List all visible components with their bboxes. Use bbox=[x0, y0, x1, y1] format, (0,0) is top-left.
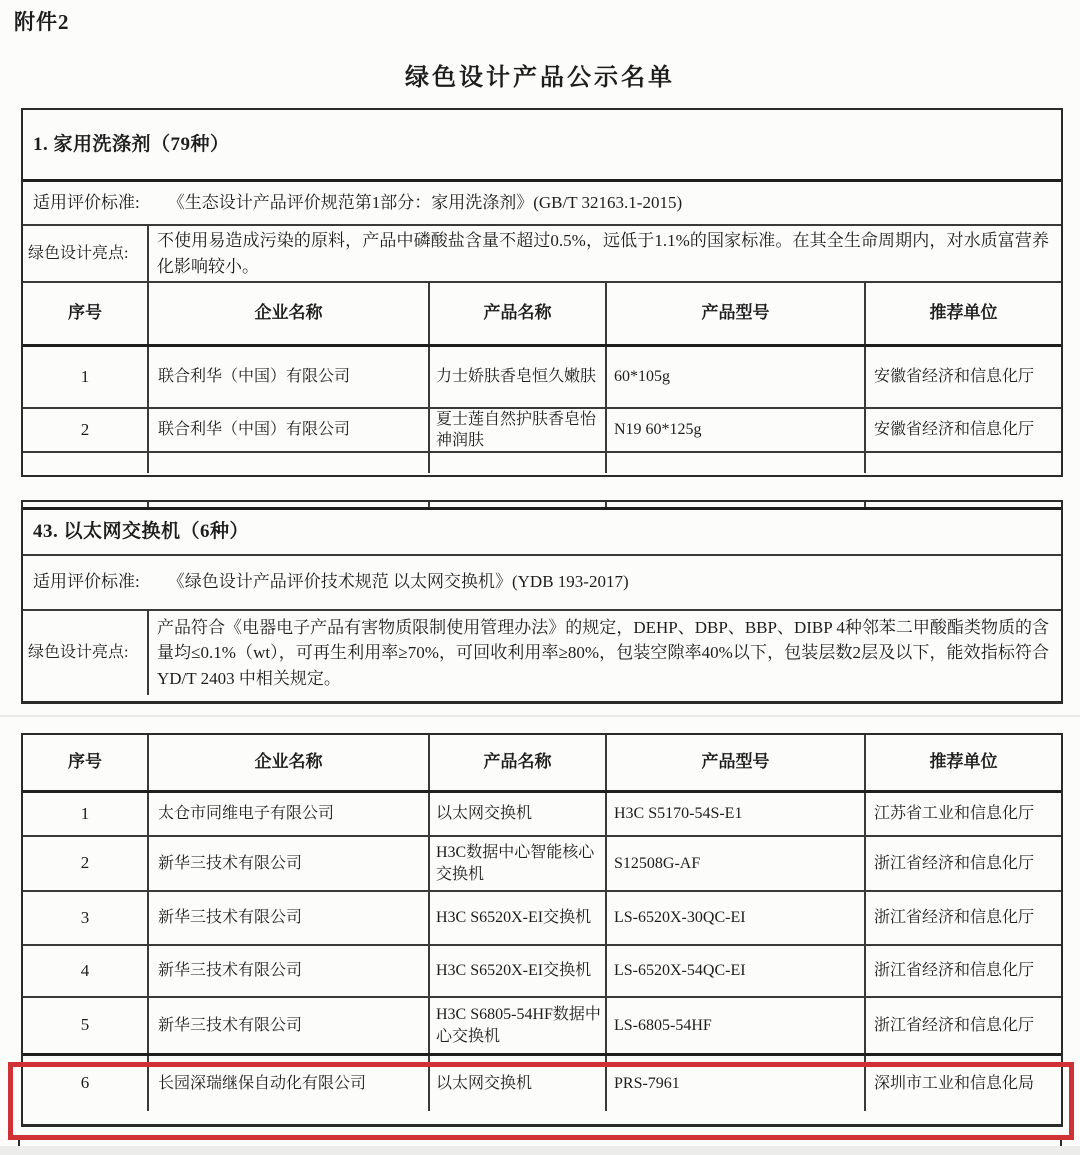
cell-model: LS-6805-54HF bbox=[607, 998, 866, 1053]
cell-recommender: 深圳市工业和信息化局 bbox=[874, 1074, 1035, 1092]
page-title: 绿色设计产品公示名单 bbox=[405, 65, 675, 91]
cell-product: 以太网交换机 bbox=[430, 1056, 607, 1111]
cell-serial: 5 bbox=[23, 998, 149, 1053]
page-seam bbox=[0, 715, 1080, 717]
attachment-label: 附件2 bbox=[14, 10, 70, 34]
cell-product: H3C S6805-54HF数据中心交换机 bbox=[430, 998, 607, 1053]
cell-model: N19 60*125g bbox=[607, 409, 866, 451]
cell-company: 联合利华（中国）有限公司 bbox=[149, 347, 430, 407]
cell-product: 以太网交换机 bbox=[430, 793, 607, 835]
section-heading-row bbox=[23, 510, 1061, 556]
cell-model: LS-6520X-30QC-EI bbox=[607, 892, 866, 944]
cell-recommender: 浙江省经济和信息化厅 bbox=[874, 854, 1035, 872]
cell-model: PRS-7961 bbox=[607, 1056, 866, 1111]
cell-company: 新华三技术有限公司 bbox=[149, 946, 430, 996]
table-row bbox=[23, 409, 1061, 453]
column-header-product: 产品名称 bbox=[430, 735, 607, 790]
table-header-row bbox=[23, 735, 1061, 793]
cell-product: H3C S6520X-EI交换机 bbox=[430, 946, 607, 996]
table-header-row bbox=[23, 283, 1061, 347]
switch-section-table bbox=[21, 500, 1063, 704]
table-row bbox=[23, 837, 1061, 892]
cell-model: S12508G-AF bbox=[607, 837, 866, 890]
highlight-row bbox=[23, 611, 1061, 695]
scan-edge bbox=[0, 1146, 1080, 1155]
column-header-serial: 序号 bbox=[23, 283, 149, 344]
highlight-label: 绿色设计亮点: bbox=[23, 226, 149, 281]
cell-recommender: 安徽省经济和信息化厅 bbox=[874, 368, 1035, 386]
cell-product: 力士娇肤香皂恒久嫩肤 bbox=[430, 347, 607, 407]
standard-label: 适用评价标准: bbox=[33, 572, 140, 592]
cell-company: 太仓市同维电子有限公司 bbox=[149, 793, 430, 835]
column-header-model: 产品型号 bbox=[607, 735, 866, 790]
cell-serial: 6 bbox=[23, 1056, 149, 1111]
standard-row bbox=[23, 182, 1061, 226]
cell-model: H3C S5170-54S-E1 bbox=[607, 793, 866, 835]
column-header-product: 产品名称 bbox=[430, 283, 607, 344]
column-header-recommender: 推荐单位 bbox=[929, 303, 998, 323]
cell-product: H3C数据中心智能核心交换机 bbox=[430, 837, 607, 890]
cell-recommender: 浙江省经济和信息化厅 bbox=[874, 962, 1035, 980]
column-header-company: 企业名称 bbox=[149, 735, 430, 790]
cell-serial: 1 bbox=[23, 347, 149, 407]
cell-serial: 1 bbox=[23, 793, 149, 835]
standard-label: 适用评价标准: bbox=[33, 192, 140, 212]
column-header-serial: 序号 bbox=[23, 735, 149, 790]
section-heading: 43. 以太网交换机（6种） bbox=[33, 521, 250, 543]
cell-recommender: 浙江省经济和信息化厅 bbox=[874, 909, 1035, 927]
detergent-section-table bbox=[21, 108, 1063, 477]
cell-company: 联合利华（中国）有限公司 bbox=[149, 409, 430, 451]
cell-serial: 4 bbox=[23, 946, 149, 996]
table-row bbox=[23, 998, 1061, 1056]
cell-model: 60*105g bbox=[607, 347, 866, 407]
cell-recommender: 江苏省工业和信息化厅 bbox=[874, 805, 1035, 823]
standard-row bbox=[23, 556, 1061, 611]
standard-text: 《绿色设计产品评价技术规范 以太网交换机》(YDB 193-2017) bbox=[167, 572, 629, 592]
table-row bbox=[23, 946, 1061, 998]
highlight-box bbox=[8, 1062, 1074, 1140]
section-heading: 1. 家用洗涤剂（79种） bbox=[33, 133, 230, 155]
cropped-row-sliver bbox=[23, 453, 1061, 473]
cell-company: 新华三技术有限公司 bbox=[149, 998, 430, 1053]
cell-company: 长园深瑞继保自动化有限公司 bbox=[149, 1056, 430, 1111]
cell-product: H3C S6520X-EI交换机 bbox=[430, 892, 607, 944]
highlight-label: 绿色设计亮点: bbox=[23, 611, 149, 695]
cell-product: 夏士莲自然护肤香皂怡神润肤 bbox=[430, 409, 607, 451]
table-row bbox=[23, 793, 1061, 837]
section-heading-row bbox=[23, 110, 1061, 182]
cell-serial: 2 bbox=[23, 409, 149, 451]
highlight-text: 产品符合《电器电子产品有害物质限制使用管理办法》的规定，DEHP、DBP、BBP、DIBP 4种邻苯二甲酸酯类物质的含量均≤0.1%（wt），可再生利用率≥70%，可回收利用率≥80%，包装空隙率40%以下，包装层数2层及以下，能效指标符合YD/T 2403 中相关规定。 bbox=[157, 617, 1049, 688]
column-header-recommender: 推荐单位 bbox=[929, 752, 998, 772]
column-header-model: 产品型号 bbox=[607, 283, 866, 344]
table-row bbox=[23, 892, 1061, 946]
cropped-row-sliver bbox=[23, 502, 1061, 510]
cell-serial: 2 bbox=[23, 837, 149, 890]
cell-model: LS-6520X-54QC-EI bbox=[607, 946, 866, 996]
cell-recommender: 安徽省经济和信息化厅 bbox=[874, 421, 1035, 439]
column-header-company: 企业名称 bbox=[149, 283, 430, 344]
cell-recommender: 浙江省经济和信息化厅 bbox=[874, 1016, 1035, 1034]
cell-serial: 3 bbox=[23, 892, 149, 944]
table-row bbox=[23, 347, 1061, 409]
cell-company: 新华三技术有限公司 bbox=[149, 892, 430, 944]
highlight-row bbox=[23, 226, 1061, 283]
cell-company: 新华三技术有限公司 bbox=[149, 837, 430, 890]
standard-text: 《生态设计产品评价规范第1部分：家用洗涤剂》(GB/T 32163.1-2015) bbox=[167, 192, 683, 212]
highlight-text: 不使用易造成污染的原料，产品中磷酸盐含量不超过0.5%，远低于1.1%的国家标准。在其全生命周期内，对水质富营养化影响较小。 bbox=[157, 231, 1049, 276]
